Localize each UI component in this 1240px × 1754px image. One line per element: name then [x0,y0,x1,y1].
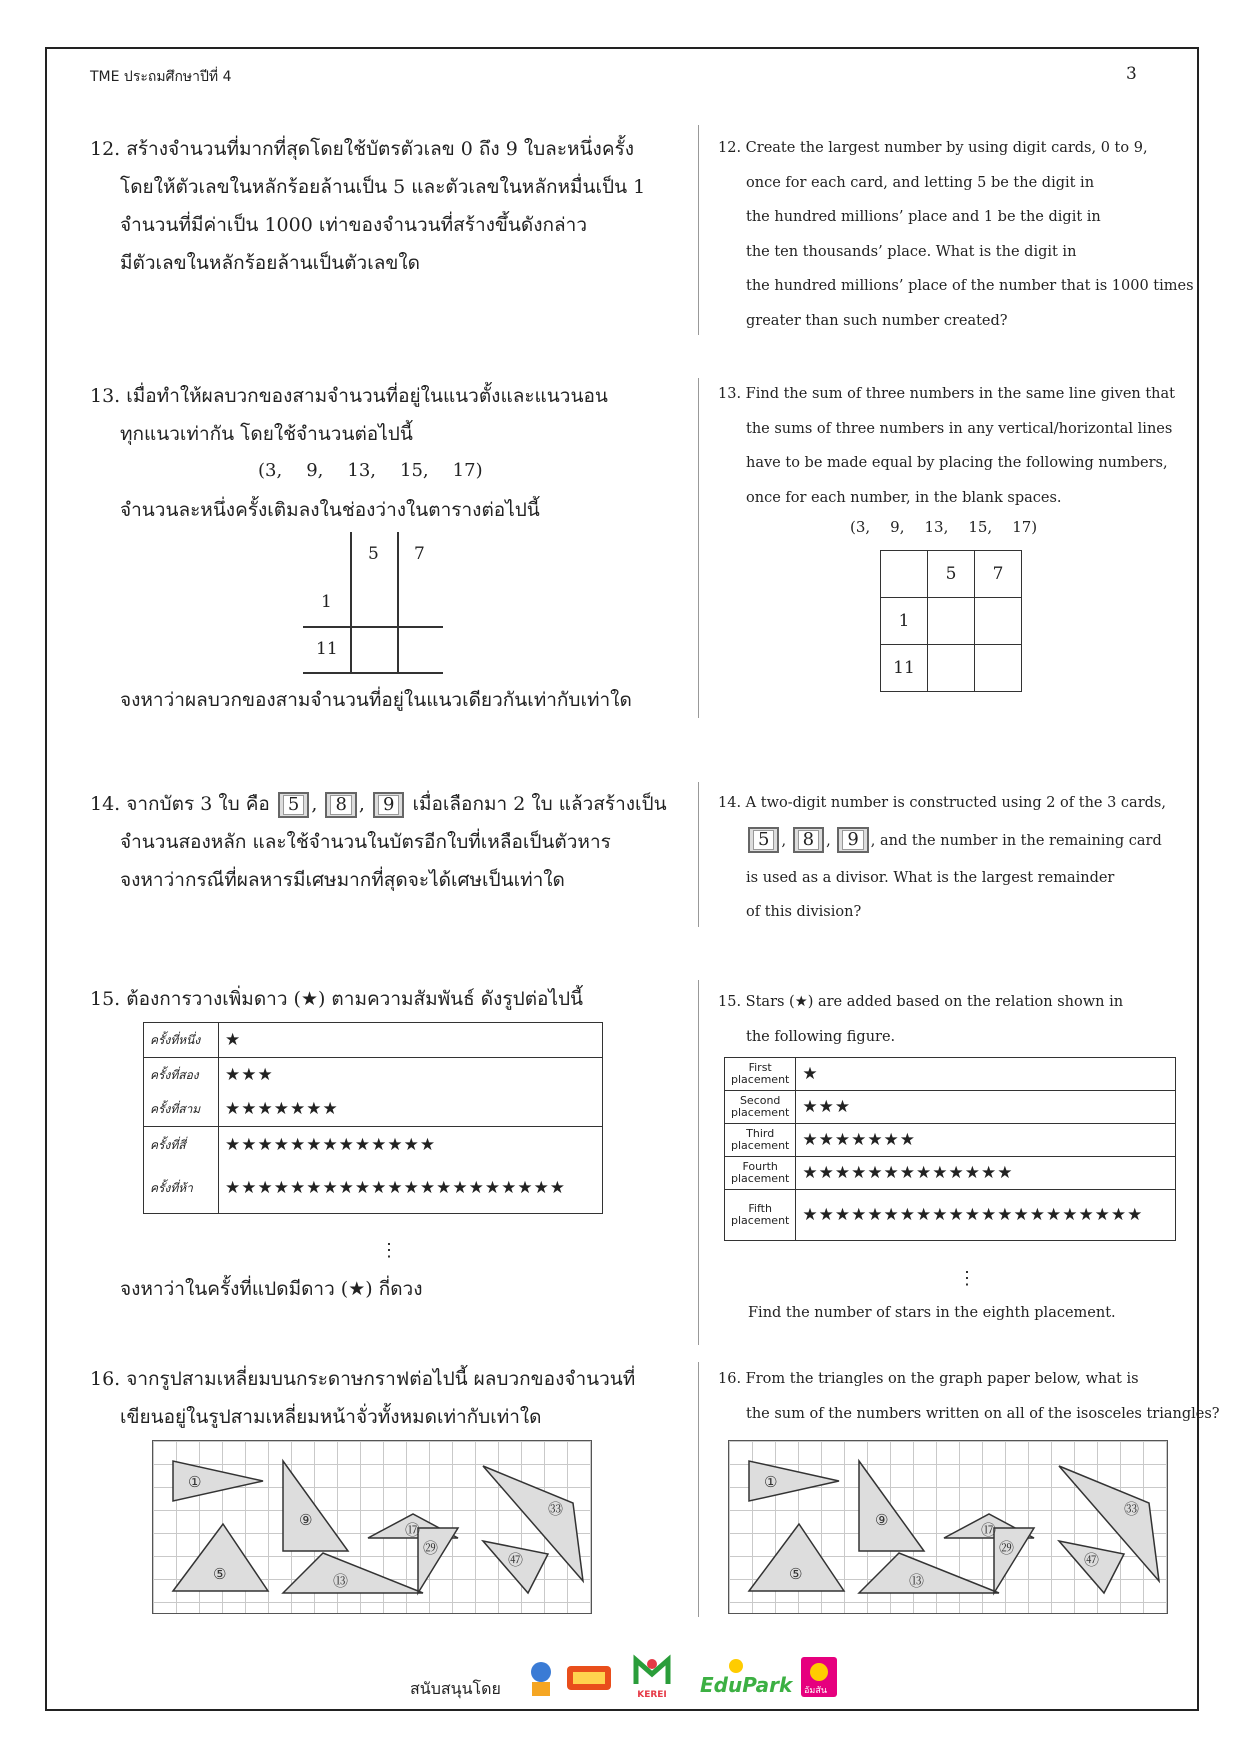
tri-label: ㉝ [548,1500,564,1518]
tri-label: ㊼ [508,1551,524,1569]
triangle-1 [173,1461,263,1501]
tri-label: ⑰ [405,1521,421,1539]
triangles-figure [729,1441,1167,1613]
card-5: 5 [748,827,779,853]
column-divider [698,782,699,927]
q16-thai-graph-paper [152,1440,592,1614]
sponsor-logo-2 [565,1656,613,1698]
column-divider [698,125,699,335]
svg-text:①: ① [764,1473,778,1491]
tri-label: ⑤ [213,1565,227,1583]
card-8: 8 [325,792,356,818]
triangle-29 [418,1528,458,1593]
q15-thai-question: 15. ต้องการวางเพิ่มดาว (★) ตามความสัมพันธ์ ดังรูปต่อไปนี้ [90,988,584,1010]
sponsor-logo-edupark [696,1656,793,1698]
q15-thai-ask: จงหาว่าในครั้งที่แปดมีดาว (★) กี่ดวง [120,1278,423,1300]
card-9: 9 [373,792,404,818]
card-5: 5 [278,792,309,818]
triangle-9 [283,1461,348,1551]
q16-english: 16. From the triangles on the graph paper below, what is the sum of the numbers written on all of the isosceles triangles? [718,1371,1220,1422]
column-divider [698,1362,699,1617]
svg-text:㊼: ㊼ [1084,1551,1100,1569]
column-divider [698,980,699,1345]
sponsor-logo-amsan [800,1656,838,1698]
card-8: 8 [793,827,824,853]
q14-thai: 14. จากบัตร 3 ใบ คือ 5 , 8 , 9 เมื่อเลือกมา 2 ใบ แล้วสร้างเป็น จำนวนสองหลัก และใช้จำนวนในบัตรอีกใบที่เหลือเป็นตัวหาร จงหาว่ากรณีที่ผลหารมีเศษมากที่สุดจะได้เศษเป็นเท่าใด [90,793,667,891]
q15-english-ask: Find the number of stars in the eighth placement. [748,1305,1116,1321]
q12-english: 12. Create the largest number by using digit cards, 0 to 9, once for each card, and letting 5 be the digit in the hundred millions’ place and 1 be the digit in the ten thousands’ place. What is the digit in the hundred millions’ place of the number that is 1000 times greater than such number created? [718,140,1194,329]
svg-text:㉙: ㉙ [999,1539,1015,1557]
q13-english-grid: 5 7 1 11 [880,550,1022,692]
q13-thai-instruction: จำนวนละหนึ่งครั้งเติมลงในช่องว่างในตารางต่อไปนี้ [120,499,540,521]
q13-english: 13. Find the sum of three numbers in the same line given that the sums of three numbers in any vertical/horizontal lines have to be made equal by placing the following numbers, once for each number, in the blank spaces. [718,386,1175,506]
q15-english-star-table: First placement ★ Second placement ★★★ Third placement ★★★★★★★ Fourth placement ★★★★★★★★★★★★★ Fifth placement ★★★★★★★★★★★★★★★★★★★★★ [724,1057,1176,1241]
sponsor-logo-kerei: KEREI [630,1656,674,1698]
q13-number-list: (3, 9, 13, 15, 17) [258,460,483,481]
sponsor-logo-mascot [520,1656,562,1698]
q15-thai-star-table: ครั้งที่หนึ่ง ★ ครั้งที่สอง ★★★ ครั้งที่สาม ★★★★★★★ ครั้งที่สี่ ★★★★★★★★★★★★★ ครั้งที่ห้า ★★★★★★★★★★★★★★★★★★★★★ [143,1022,603,1214]
continuation-dots: ⋮ [380,1240,398,1261]
svg-text:อัมสัน: อัมสัน [804,1686,827,1696]
header-title: TME ประถมศึกษาปีที่ 4 [90,69,232,85]
card-9: 9 [837,827,868,853]
q13-english-number-list: (3, 9, 13, 15, 17) [850,518,1038,536]
column-divider [698,378,699,718]
q12-thai: 12. สร้างจำนวนที่มากที่สุดโดยใช้บัตรตัวเลข 0 ถึง 9 ใบละหนึ่งครั้ง โดยให้ตัวเลขในหลักร้อยล้านเป็น 5 และตัวเลขในหลักหมื่นเป็น 1 จำนวนที่มีค่าเป็น 1000 เท่าของจำนวนที่สร้างขึ้นดังกล่าว มีตัวเลขในหลักร้อยล้านเป็นตัวเลขใด [90,138,646,274]
q13-thai-question: 13. เมื่อทำให้ผลบวกของสามจำนวนที่อยู่ในแนวตั้งและแนวนอน ทุกแนวเท่ากัน โดยใช้จำนวนต่อไปนี้ [90,385,608,445]
triangle-13 [283,1553,423,1593]
page-number: 3 [1126,64,1137,84]
continuation-dots: ⋮ [958,1268,976,1289]
q13-thai-ask: จงหาว่าผลบวกของสามจำนวนที่อยู่ในแนวเดียวกันเท่ากับเท่าใด [120,689,632,711]
tri-label: ⑨ [299,1511,313,1529]
tri-label: ① [188,1473,202,1491]
q14-english: 14. A two-digit number is constructed using 2 of the 3 cards, 5 , 8 , 9 , and the number in the remaining card is used as a divisor. What is the largest remainder of this division? [718,795,1166,920]
tri-label: ⑬ [333,1572,349,1590]
q15-english: 15. Stars (★) are added based on the relation shown in the following figure. [718,994,1124,1045]
svg-text:⑨: ⑨ [875,1511,889,1529]
sponsor-label: สนับสนุนโดย [410,1679,501,1698]
svg-text:㉝: ㉝ [1124,1500,1140,1518]
q16-thai: 16. จากรูปสามเหลี่ยมบนกระดาษกราฟต่อไปนี้ ผลบวกของจำนวนที่ เขียนอยู่ในรูปสามเหลี่ยมหน้าจั่วทั้งหมดเท่ากับเท่าใด [90,1368,636,1428]
svg-text:⑰: ⑰ [981,1521,997,1539]
q13-thai-grid: 5 7 1 11 [303,532,443,673]
triangles-figure [153,1441,591,1613]
tri-label: ㉙ [423,1539,439,1557]
svg-text:⑬: ⑬ [909,1572,925,1590]
svg-text:⑤: ⑤ [789,1565,803,1583]
svg-text:EduPark: EduPark [700,1673,793,1697]
q16-english-graph-paper [728,1440,1168,1614]
